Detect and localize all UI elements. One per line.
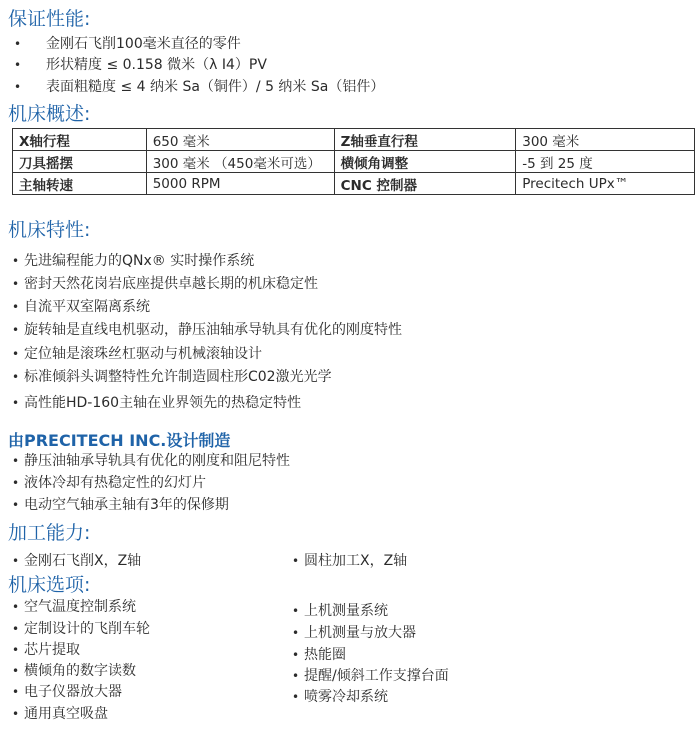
list-item: • 热能圈: [292, 647, 346, 663]
list-item: • 形状精度 ≤ 0.158 微米（λ I4）PV: [14, 57, 267, 73]
list-item: • 横倾角的数字读数: [12, 663, 136, 679]
bullet-icon: •: [12, 476, 20, 490]
bullet-icon: •: [12, 277, 20, 291]
list-item: • 自流平双室隔离系统: [12, 299, 150, 315]
list-item: • 上机测量与放大器: [292, 625, 416, 641]
spec-value: Precitech UPx™: [516, 173, 695, 195]
section-title-capability: 加工能力:: [8, 522, 91, 544]
bullet-icon: •: [292, 554, 300, 568]
bullet-icon: •: [12, 323, 20, 337]
section-title-overview: 机床概述:: [8, 103, 91, 125]
list-item: • 金刚石飞削100毫米直径的零件: [14, 36, 241, 52]
list-item: • 芯片提取: [12, 642, 80, 658]
spec-key: 刀具摇摆: [13, 151, 147, 173]
list-item: • 旋转轴是直线电机驱动，静压油轴承导轨具有优化的刚度特性: [12, 322, 402, 338]
spec-value: 650 毫米: [146, 129, 334, 151]
list-item: • 喷雾冷却系统: [292, 689, 388, 705]
list-item: • 电子仪器放大器: [12, 684, 122, 700]
list-item: • 通用真空吸盘: [12, 706, 108, 722]
list-item: • 静压油轴承导轨具有优化的刚度和阻尼特性: [12, 453, 290, 469]
list-item: • 先进编程能力的QNx® 实时操作系统: [12, 253, 255, 269]
bullet-icon: •: [292, 690, 300, 704]
bullet-icon: •: [14, 58, 22, 72]
bullet-icon: •: [292, 669, 300, 683]
list-item: • 上机测量系统: [292, 603, 388, 619]
bullet-icon: •: [12, 600, 20, 614]
bullet-icon: •: [12, 396, 20, 410]
bullet-icon: •: [12, 554, 20, 568]
section-title-performance: 保证性能:: [8, 8, 91, 30]
bullet-icon: •: [12, 643, 20, 657]
table-row: [13, 129, 695, 151]
list-item: • 定位轴是滚珠丝杠驱动与机械滚轴设计: [12, 346, 262, 362]
list-item: • 提醒/倾斜工作支撑台面: [292, 668, 449, 684]
spec-key: 横倾角调整: [334, 151, 516, 173]
table-row: [13, 173, 695, 195]
spec-value: 300 毫米: [516, 129, 695, 151]
table-row: [13, 151, 695, 173]
spec-value: 300 毫米 （450毫米可选）: [146, 151, 334, 173]
list-item: • 金刚石飞削X，Z轴: [12, 553, 142, 569]
spec-key: 主轴转速: [13, 173, 147, 195]
section-title-features: 机床特性:: [8, 219, 91, 241]
list-item: • 液体冷却有热稳定性的幻灯片: [12, 475, 206, 491]
section-title-options: 机床选项:: [8, 574, 91, 596]
bullet-icon: •: [12, 254, 20, 268]
bullet-icon: •: [12, 347, 20, 361]
spec-table: [12, 128, 695, 195]
list-item: • 圆柱加工X，Z轴: [292, 553, 408, 569]
spec-value: -5 到 25 度: [516, 151, 695, 173]
bullet-icon: •: [14, 37, 22, 51]
bullet-icon: •: [12, 664, 20, 678]
list-item: • 密封天然花岗岩底座提供卓越长期的机床稳定性: [12, 276, 318, 292]
bullet-icon: •: [12, 685, 20, 699]
bullet-icon: •: [14, 80, 22, 94]
spec-key: CNC 控制器: [334, 173, 516, 195]
list-item: • 空气温度控制系统: [12, 599, 136, 615]
bullet-icon: •: [292, 626, 300, 640]
spec-key: X轴行程: [13, 129, 147, 151]
list-item: • 表面粗糙度 ≤ 4 纳米 Sa（铜件）/ 5 纳米 Sa（铝件）: [14, 79, 385, 95]
bullet-icon: •: [12, 454, 20, 468]
list-item: • 标准倾斜头调整特性允许制造圆柱形C02激光光学: [12, 369, 332, 385]
bullet-icon: •: [292, 604, 300, 618]
spec-value: 5000 RPM: [146, 173, 334, 195]
list-item: • 电动空气轴承主轴有3年的保修期: [12, 497, 229, 513]
list-item: • 定制设计的飞削车轮: [12, 621, 150, 637]
bullet-icon: •: [12, 370, 20, 384]
bullet-icon: •: [12, 300, 20, 314]
bullet-icon: •: [12, 707, 20, 721]
bullet-icon: •: [292, 648, 300, 662]
section-title-design: 由PRECITECH INC.设计制造: [8, 431, 231, 450]
bullet-icon: •: [12, 622, 20, 636]
spec-key: Z轴垂直行程: [334, 129, 516, 151]
list-item: • 高性能HD-160主轴在业界领先的热稳定特性: [12, 395, 302, 411]
bullet-icon: •: [12, 498, 20, 512]
